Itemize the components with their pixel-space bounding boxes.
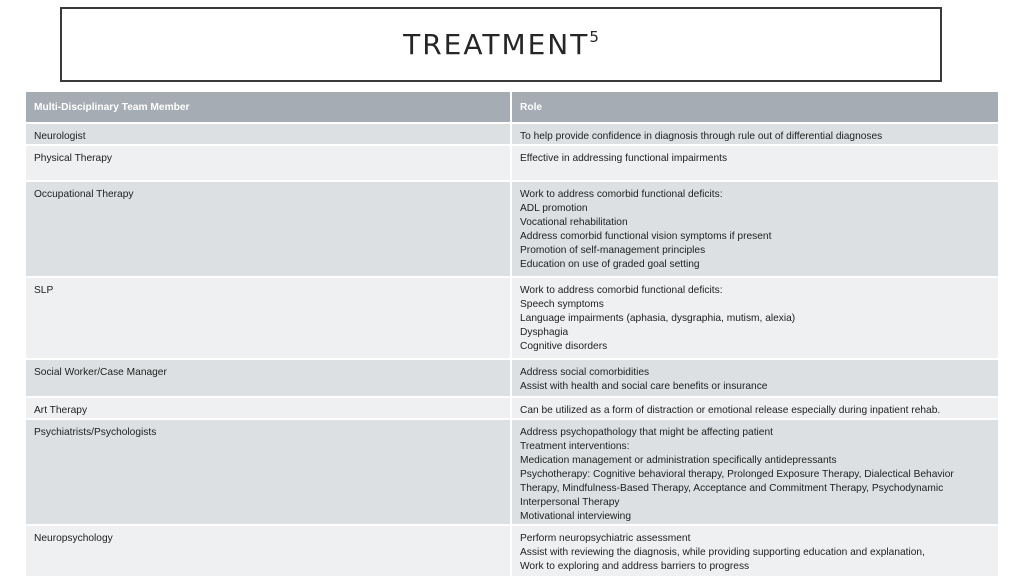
role-line: To help provide confidence in diagnosis through rule out of differential diagnoses [520, 131, 883, 142]
treatment-table [26, 92, 998, 578]
role-line: Cognitive disorders [520, 341, 608, 352]
role-line: Work to address comorbid functional deficits: [520, 189, 723, 200]
table-row [26, 398, 998, 420]
member-cell: Neurologist [26, 124, 512, 146]
role-line: Work to exploring and address barriers to progress [520, 561, 750, 572]
title-box [60, 7, 942, 82]
member-cell: Psychiatrists/Psychologists [26, 420, 512, 526]
role-line: Address psychopathology that might be affecting patient [520, 427, 773, 438]
table-row [26, 526, 998, 578]
role-line: Treatment interventions: [520, 441, 630, 452]
role-line: Promotion of self-management principles [520, 245, 706, 256]
role-line: Dysphagia [520, 327, 569, 338]
role-line: ADL promotion [520, 203, 588, 214]
title-superscript: 5 [589, 28, 599, 46]
header-member: Multi-Disciplinary Team Member [26, 92, 512, 124]
table-row [26, 124, 998, 146]
table-row [26, 278, 998, 360]
role-cell [512, 182, 998, 278]
table-row [26, 420, 998, 526]
table-row [26, 360, 998, 398]
role-line: Interpersonal Therapy [520, 497, 620, 508]
table-row [26, 146, 998, 182]
role-cell [512, 146, 998, 182]
role-line: Address social comorbidities [520, 367, 650, 378]
member-cell: Occupational Therapy [26, 182, 512, 278]
member-cell: Physical Therapy [26, 146, 512, 182]
role-line: Can be utilized as a form of distraction or emotional release especially during inpatient rehab. [520, 405, 941, 416]
role-line: Assist with reviewing the diagnosis, while providing supporting education and explanation, [520, 547, 925, 558]
role-line: Medication management or administration specifically antidepressants [520, 455, 837, 466]
role-cell [512, 124, 998, 146]
role-line: Effective in addressing functional impairments [520, 153, 728, 164]
member-cell: Social Worker/Case Manager [26, 360, 512, 398]
slide-title-text: TREATMENT [403, 28, 590, 61]
role-line: Work to address comorbid functional deficits: [520, 285, 723, 296]
member-cell: Art Therapy [26, 398, 512, 420]
role-line: Education on use of graded goal setting [520, 259, 700, 270]
role-cell [512, 278, 998, 360]
role-line: Vocational rehabilitation [520, 217, 628, 228]
role-line: Address comorbid functional vision symptoms if present [520, 231, 772, 242]
member-cell: Neuropsychology [26, 526, 512, 578]
role-cell [512, 360, 998, 398]
slide-title [403, 28, 599, 61]
table-header-row [26, 92, 998, 124]
role-cell [512, 398, 998, 420]
role-line: Language impairments (aphasia, dysgraphia, mutism, alexia) [520, 313, 796, 324]
role-line: Assist with health and social care benefits or insurance [520, 381, 768, 392]
role-cell [512, 420, 998, 526]
member-cell: SLP [26, 278, 512, 360]
role-line: Psychotherapy: Cognitive behavioral therapy, Prolonged Exposure Therapy, Dialectical Behavior Therapy, Mindfulness-Based Therapy, Acceptance and Commitment Therapy, Psychodynamic [520, 469, 954, 494]
role-cell [512, 526, 998, 578]
table-row [26, 182, 998, 278]
role-line: Perform neuropsychiatric assessment [520, 533, 691, 544]
header-role: Role [512, 92, 998, 124]
role-line: Motivational interviewing [520, 511, 631, 522]
role-line: Speech symptoms [520, 299, 604, 310]
